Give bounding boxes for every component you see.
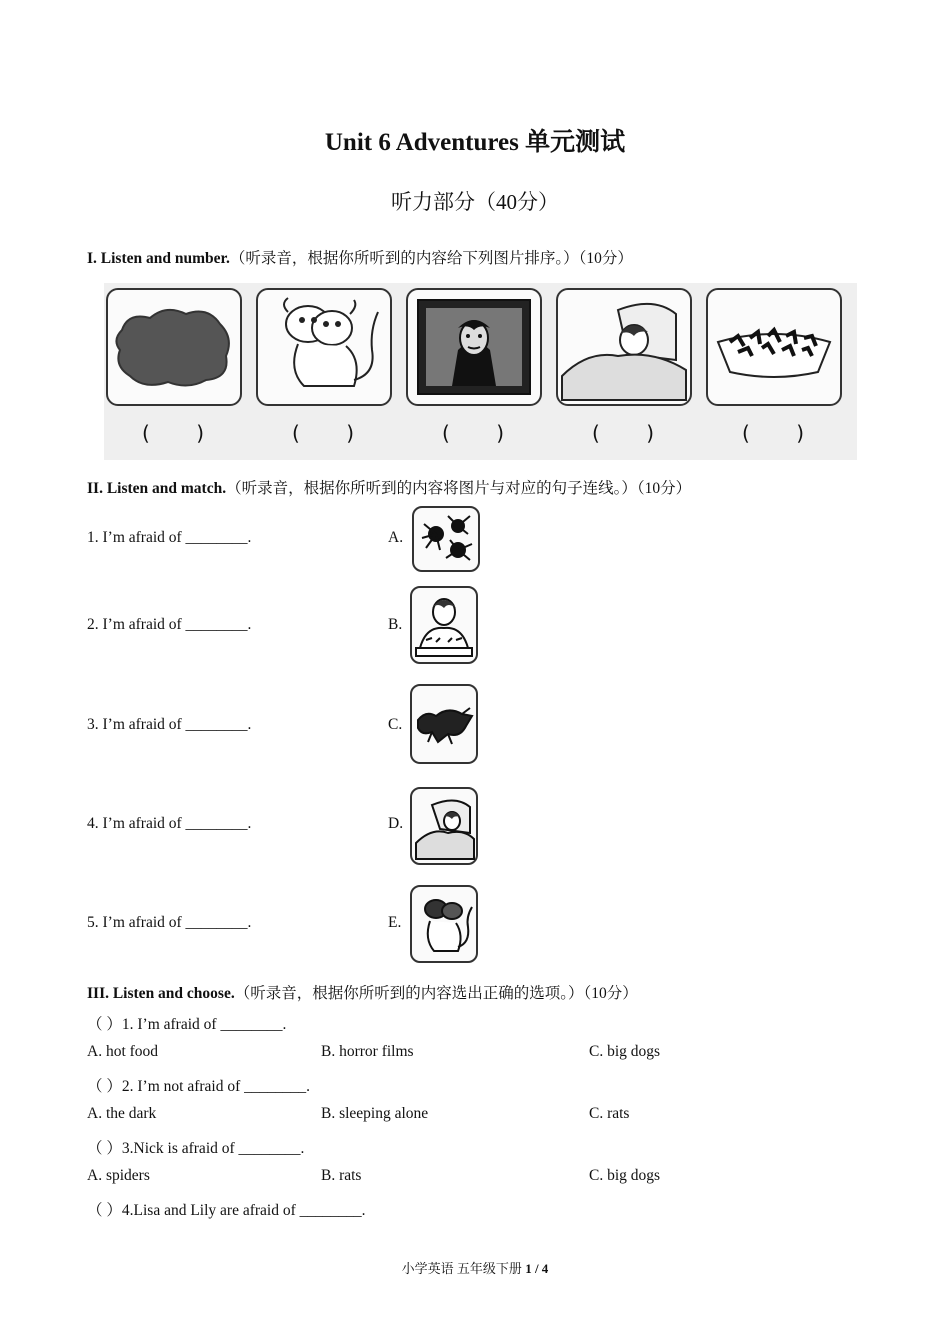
footer-text: 小学英语 五年级下册 <box>401 1261 526 1276</box>
answer-blank-5[interactable]: ( ) <box>742 421 804 445</box>
sleeping-alone-icon <box>556 288 692 406</box>
q2-option-a: A. the dark <box>87 1105 157 1122</box>
answer-bracket-2[interactable]: （ ） <box>87 1078 122 1095</box>
spiders-icon[interactable] <box>412 506 480 572</box>
match-sentence-2: 2. I’m afraid of ________. <box>87 616 252 633</box>
rats-small-icon[interactable] <box>410 885 478 963</box>
section-1-note: （听录音，根据你所听到的内容给下列图片排序。）（10分） <box>229 250 633 267</box>
section-2-title: II. Listen and match. <box>87 480 227 497</box>
numbering-picture-strip <box>104 283 857 460</box>
q2-option-c: C. rats <box>589 1105 630 1122</box>
section-1-title: I. Listen and number. <box>87 250 230 267</box>
answer-bracket-1[interactable]: （ ） <box>87 1016 122 1033</box>
hot-food-icon <box>706 288 842 406</box>
section-3-title: III. Listen and choose. <box>87 985 235 1002</box>
page-number: 1 / 4 <box>525 1261 549 1276</box>
question-3 <box>87 1136 304 1158</box>
match-letter-c: C. <box>388 716 403 733</box>
section-1-heading <box>87 246 633 268</box>
big-dogs-icon[interactable] <box>410 684 478 764</box>
match-sentence-3: 3. I’m afraid of ________. <box>87 716 252 733</box>
question-3-stem: 3.Nick is afraid of ________. <box>121 1140 305 1157</box>
section-subtitle: 听力部分（40分） <box>391 190 559 214</box>
question-4 <box>87 1198 366 1220</box>
answer-blank-3[interactable]: ( ) <box>442 421 504 445</box>
question-2-stem: 2. I’m not afraid of ________. <box>121 1078 311 1095</box>
match-letter-a: A. <box>388 529 404 546</box>
q3-option-a: A. spiders <box>87 1167 150 1184</box>
q3-option-c: C. big dogs <box>589 1167 661 1184</box>
match-letter-b: B. <box>388 616 403 633</box>
page-footer <box>0 1258 950 1277</box>
answer-blank-2[interactable]: ( ) <box>292 421 354 445</box>
page-title: Unit 6 Adventures 单元测试 <box>324 129 626 156</box>
section-2-note: （听录音，根据你所听到的内容将图片与对应的句子连线。）（10分） <box>226 480 692 497</box>
match-letter-d: D. <box>388 815 404 832</box>
q3-option-b: B. rats <box>321 1167 362 1184</box>
q2-option-b: B. sleeping alone <box>321 1105 429 1122</box>
section-3-heading <box>87 981 638 1003</box>
q1-option-c: C. big dogs <box>589 1043 661 1060</box>
match-letter-e: E. <box>388 914 402 931</box>
section-2-heading <box>87 476 691 498</box>
q1-option-b: B. horror films <box>321 1043 414 1060</box>
answer-bracket-3[interactable]: （ ） <box>87 1140 122 1157</box>
q1-option-a: A. hot food <box>87 1043 159 1060</box>
horror-film-man-icon[interactable] <box>410 586 478 664</box>
answer-blank-4[interactable]: ( ) <box>592 421 654 445</box>
match-sentence-4: 4. I’m afraid of ________. <box>87 815 252 832</box>
dark-cloud-icon <box>106 288 242 406</box>
horror-film-icon <box>406 288 542 406</box>
answer-bracket-4[interactable]: （ ） <box>87 1202 122 1219</box>
question-2 <box>87 1074 310 1096</box>
section-3-note: （听录音，根据你所听到的内容选出正确的选项。）（10分） <box>234 985 638 1002</box>
match-sentence-5: 5. I’m afraid of ________. <box>87 914 252 931</box>
sleeping-alone-small-icon[interactable] <box>410 787 478 865</box>
match-sentence-1: 1. I’m afraid of ________. <box>87 529 252 546</box>
rats-icon <box>256 288 392 406</box>
question-1 <box>87 1012 286 1034</box>
question-4-stem: 4.Lisa and Lily are afraid of ________. <box>121 1202 366 1219</box>
question-1-stem: 1. I’m afraid of ________. <box>121 1016 287 1033</box>
answer-blank-1[interactable]: ( ) <box>142 421 204 445</box>
